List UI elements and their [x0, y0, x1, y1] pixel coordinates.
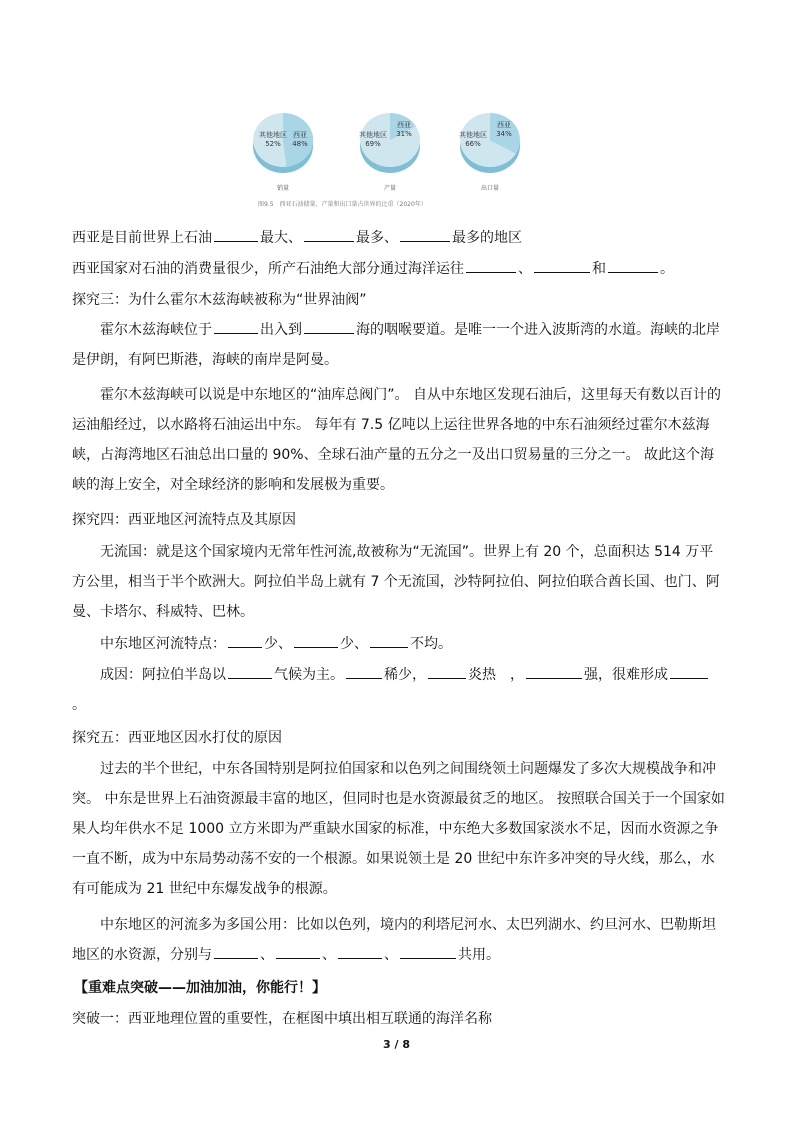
pie-label-other: 其他地区 52%: [259, 131, 287, 148]
pie-chart-figure: [250, 85, 540, 215]
paragraph-hormuz-location: 霍尔木兹海峡位于 出入到 海的咽喉要道。是唯一一个进入波斯湾的水道。海峡的北岸是伊朗，有阿巴斯港，海峡的南岸是阿曼。: [72, 315, 727, 375]
section-heading-breakthrough: 【重难点突破——加油加油，你能行！】: [74, 980, 326, 996]
pie-caption: 销量: [276, 185, 289, 192]
page-number: 3 / 8: [383, 1038, 410, 1051]
line-oil-fill: 西亚是目前世界上石油 最大、 最多、 最多的地区: [72, 227, 522, 249]
pie-caption: 出口量: [480, 185, 499, 192]
pie-label-west-asia: 西亚 48%: [292, 131, 308, 148]
paragraph-hormuz-importance: 霍尔木兹海峡可以说是中东地区的“油库总阀门”。 自从中东地区发现石油后，这里每天有数以百计的运油船经过，以水路将石油运出中东。 每年有 7.5 亿吨以上运往世界各地的中东石油须经过霍尔木兹海峡，占海湾地区石油总出口量的 90%、全球石油产量的五分之一及出口贸易量的三分之一。 故此这个海峡的海上安全，对全球经济的影响和发展极为重要。: [72, 387, 721, 493]
paragraph-water-conflict: 过去的半个世纪，中东各国特别是阿拉伯国家和以色列之间围绕领土问题爆发了多次大规模战争和冲突。 中东是世界上石油资源最丰富的地区，但同时也是水资源最贫乏的地区。 按照联合国关于一个国家如果人均年供水不足 1000 立方米即为严重缺水国家的标准，中东绝大多数国家淡水不足，因而水资源之争一直不断，成为中东局势动荡不安的一个根源。如果说领土是 20 世纪中东许多冲突的导火线，那么，水有可能成为 21 世纪中东爆发战争的根源。: [72, 761, 725, 897]
pie-label-west-asia: 西亚 34%: [496, 121, 512, 138]
pie-caption: 产量: [383, 185, 396, 192]
paragraph-no-river-country: 无流国：就是这个国家境内无常年性河流,故被称为“无流国”。世界上有 20 个，总面积达 514 万平方公里，相当于半个欧洲大。阿拉伯半岛上就有 7 个无流国，沙特阿拉伯、阿拉伯联合酋长国、也门、阿曼、卡塔尔、科威特、巴林。: [72, 544, 720, 620]
section-heading-breakthrough-1: 突破一：西亚地理位置的重要性，在框图中填出相互联通的海洋名称: [72, 1011, 492, 1027]
pie-label-other: 其他地区 66%: [459, 131, 487, 148]
line-export-fill: 西亚国家对石油的消费量很少，所产石油绝大部分通过海洋运往 、 和 。: [72, 258, 674, 280]
section-heading-5: 探究五：西亚地区因水打仗的原因: [72, 730, 282, 746]
section-heading-4: 探究四：西亚地区河流特点及其原因: [72, 512, 296, 528]
pie-label-west-asia: 西亚 31%: [396, 121, 412, 138]
line-river-features: 中东地区河流特点： 少、 少、 不均。: [72, 633, 452, 655]
section-heading-3: 探究三：为什么霍尔木兹海峡被称为“世界油阀”: [72, 292, 367, 308]
paragraph-shared-rivers: 中东地区的河流多为多国公用：比如以色列，境内的利塔尼河水、太巴列湖水、约旦河水、巴勒斯坦地区的水资源，分别与 、 、 、 共用。: [72, 917, 716, 963]
figure-caption: 图9.5 西亚石油储量、产量和出口量占世界的比重（2020年）: [258, 201, 427, 208]
paragraph-river-causes: 成因：阿拉伯半岛以 气候为主。 稀少， 炎热 ， 强，很难形成 。: [72, 660, 727, 720]
pie-label-other: 其他地区 69%: [359, 131, 387, 148]
